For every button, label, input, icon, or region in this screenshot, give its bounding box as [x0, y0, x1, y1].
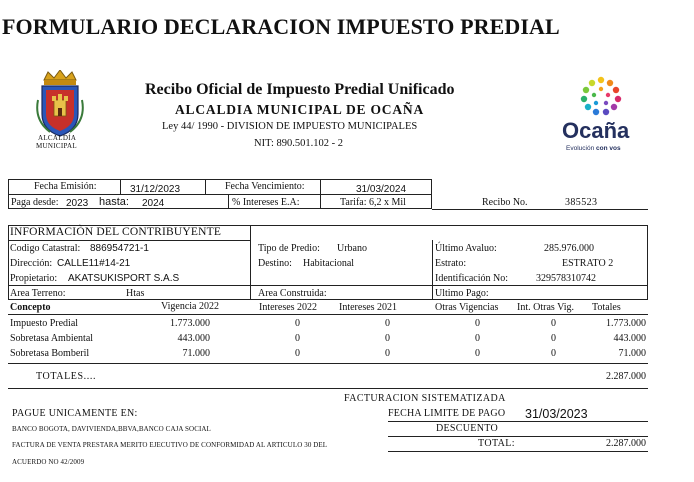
table-row-concept: Impuesto Predial — [10, 318, 79, 329]
flower-icon — [576, 74, 626, 120]
ultimo-pago-label: Ultimo Pago: — [435, 288, 489, 299]
crown-shield-icon — [30, 70, 90, 140]
paga-desde-label: Paga desde: — [11, 197, 59, 208]
table-row-intotras: 0 — [551, 348, 556, 359]
propietario-label: Propietario: — [10, 273, 58, 284]
table-header-concepto: Concepto — [10, 302, 51, 313]
table-row-concept: Sobretasa Bomberil — [10, 348, 90, 359]
table-header-totales: Totales — [592, 302, 621, 313]
codigo-catastral-label: Codigo Catastral: — [10, 243, 81, 254]
fecha-vencimiento-value: 31/03/2024 — [356, 184, 407, 195]
ocana-slogan — [566, 145, 621, 152]
table-row-total: 443.000 — [613, 333, 646, 344]
direccion-value: CALLE11#14-21 — [57, 258, 131, 269]
table-row-otras: 0 — [475, 348, 480, 359]
table-row-int2022: 0 — [295, 348, 300, 359]
table-row-int2022: 0 — [295, 333, 300, 344]
table-header-intereses-2021: Intereses 2021 — [339, 302, 398, 313]
table-row-otras: 0 — [475, 318, 480, 329]
identificacion-value: 329578310742 — [536, 273, 596, 284]
fecha-limite-label: FECHA LIMITE DE PAGO — [388, 408, 506, 419]
tipo-predio-label: Tipo de Predio: — [258, 243, 320, 254]
ocana-logo-text: Ocaña — [562, 118, 630, 143]
table-header-otras-vigencias: Otras Vigencias — [435, 302, 499, 313]
page-title: FORMULARIO DECLARACION IMPUESTO PREDIAL — [2, 14, 560, 39]
propietario-value: AKATSUKISPORT S.A.S — [68, 273, 180, 284]
table-row-vigencia: 443.000 — [177, 333, 210, 344]
table-row-intotras: 0 — [551, 333, 556, 344]
table-row-concept: Sobretasa Ambiental — [10, 333, 94, 344]
bancos-list: BANCO BOGOTA, DAVIVIENDA,BBVA,BANCO CAJA SOCIAL — [12, 425, 211, 433]
table-row-int2022: 0 — [295, 318, 300, 329]
descuento-label: DESCUENTO — [436, 423, 498, 434]
intereses-label: % Intereses E.A: — [232, 197, 300, 208]
nit-number: NIT: 890.501.102 - 2 — [254, 138, 344, 149]
table-header-vigencia: Vigencia 2022 — [161, 301, 219, 312]
table-row-otras: 0 — [475, 333, 480, 344]
table-row-intotras: 0 — [551, 318, 556, 329]
legal-text-line1: FACTURA DE VENTA PRESTARA MERITO EJECUTIVO DE CONFORMIDAD AL ARTICULO 30 DEL — [12, 441, 328, 449]
area-terreno-label: Area Terreno: — [10, 288, 66, 299]
estrato-value: ESTRATO 2 — [562, 258, 614, 269]
ocana-slogan-bold: con vos — [596, 145, 621, 152]
ocana-logo — [560, 74, 660, 154]
pague-label: PAGUE UNICAMENTE EN: — [12, 408, 138, 419]
table-row-total: 71.000 — [618, 348, 646, 359]
estrato-label: Estrato: — [435, 258, 467, 269]
coat-of-arms-logo — [30, 70, 90, 152]
table-row-int2021: 0 — [385, 318, 390, 329]
table-header-intereses-2022: Intereses 2022 — [259, 302, 318, 313]
table-row-int2021: 0 — [385, 348, 390, 359]
destino-label: Destino: — [258, 258, 292, 269]
table-header-int-otras: Int. Otras Vig. — [517, 302, 574, 313]
recibo-label: Recibo No. — [482, 197, 528, 208]
totales-value: 2.287.000 — [606, 371, 646, 382]
area-terreno-unit: Htas — [126, 288, 145, 299]
total-label: TOTAL: — [478, 438, 515, 449]
total-value: 2.287.000 — [606, 438, 646, 449]
table-row-vigencia: 71.000 — [182, 348, 210, 359]
hasta-label: hasta: — [99, 196, 129, 208]
totales-label: TOTALES.... — [36, 371, 97, 382]
paga-desde-value: 2023 — [66, 198, 89, 209]
table-row-total: 1.773.000 — [606, 318, 646, 329]
table-row-vigencia: 1.773.000 — [170, 318, 210, 329]
logo-left-line1: ALCALDÍA — [38, 134, 77, 142]
facturacion-sistematizada: FACTURACION SISTEMATIZADA — [344, 393, 506, 404]
tipo-predio-value: Urbano — [337, 243, 367, 254]
logo-left-line2: MUNICIPAL — [36, 142, 77, 150]
alcaldia-name: ALCALDIA MUNICIPAL DE OCAÑA — [175, 102, 424, 117]
direccion-label: Dirección: — [10, 258, 53, 269]
legal-text-line2: ACUERDO NO 42/2009 — [12, 458, 85, 466]
fecha-emision-label: Fecha Emisión: — [34, 181, 97, 192]
identificacion-label: Identificación No: — [435, 273, 509, 284]
law-reference: Ley 44/ 1990 - DIVISION DE IMPUESTO MUNICIPALES — [162, 121, 418, 132]
ultimo-avaluo-label: Último Avaluo: — [435, 243, 497, 254]
destino-value: Habitacional — [303, 258, 355, 269]
contribuyente-section-title: INFORMACIÒN DEL CONTRIBUYENTE — [10, 226, 222, 238]
recibo-number: 385523 — [565, 197, 598, 208]
fecha-vencimiento-label: Fecha Vencimiento: — [225, 181, 305, 192]
table-row-int2021: 0 — [385, 333, 390, 344]
area-construida-label: Area Construida: — [258, 288, 327, 299]
receipt-title: Recibo Oficial de Impuesto Predial Unificado — [145, 81, 455, 98]
codigo-catastral-value: 886954721-1 — [90, 243, 149, 254]
ocana-slogan-prefix: Evolución — [566, 145, 596, 152]
fecha-limite-value: 31/03/2023 — [525, 407, 588, 421]
fecha-emision-value: 31/12/2023 — [130, 184, 181, 195]
ultimo-avaluo-value: 285.976.000 — [544, 243, 594, 254]
tarifa-value: Tarifa: 6,2 x Mil — [340, 197, 406, 208]
hasta-value: 2024 — [142, 198, 165, 209]
